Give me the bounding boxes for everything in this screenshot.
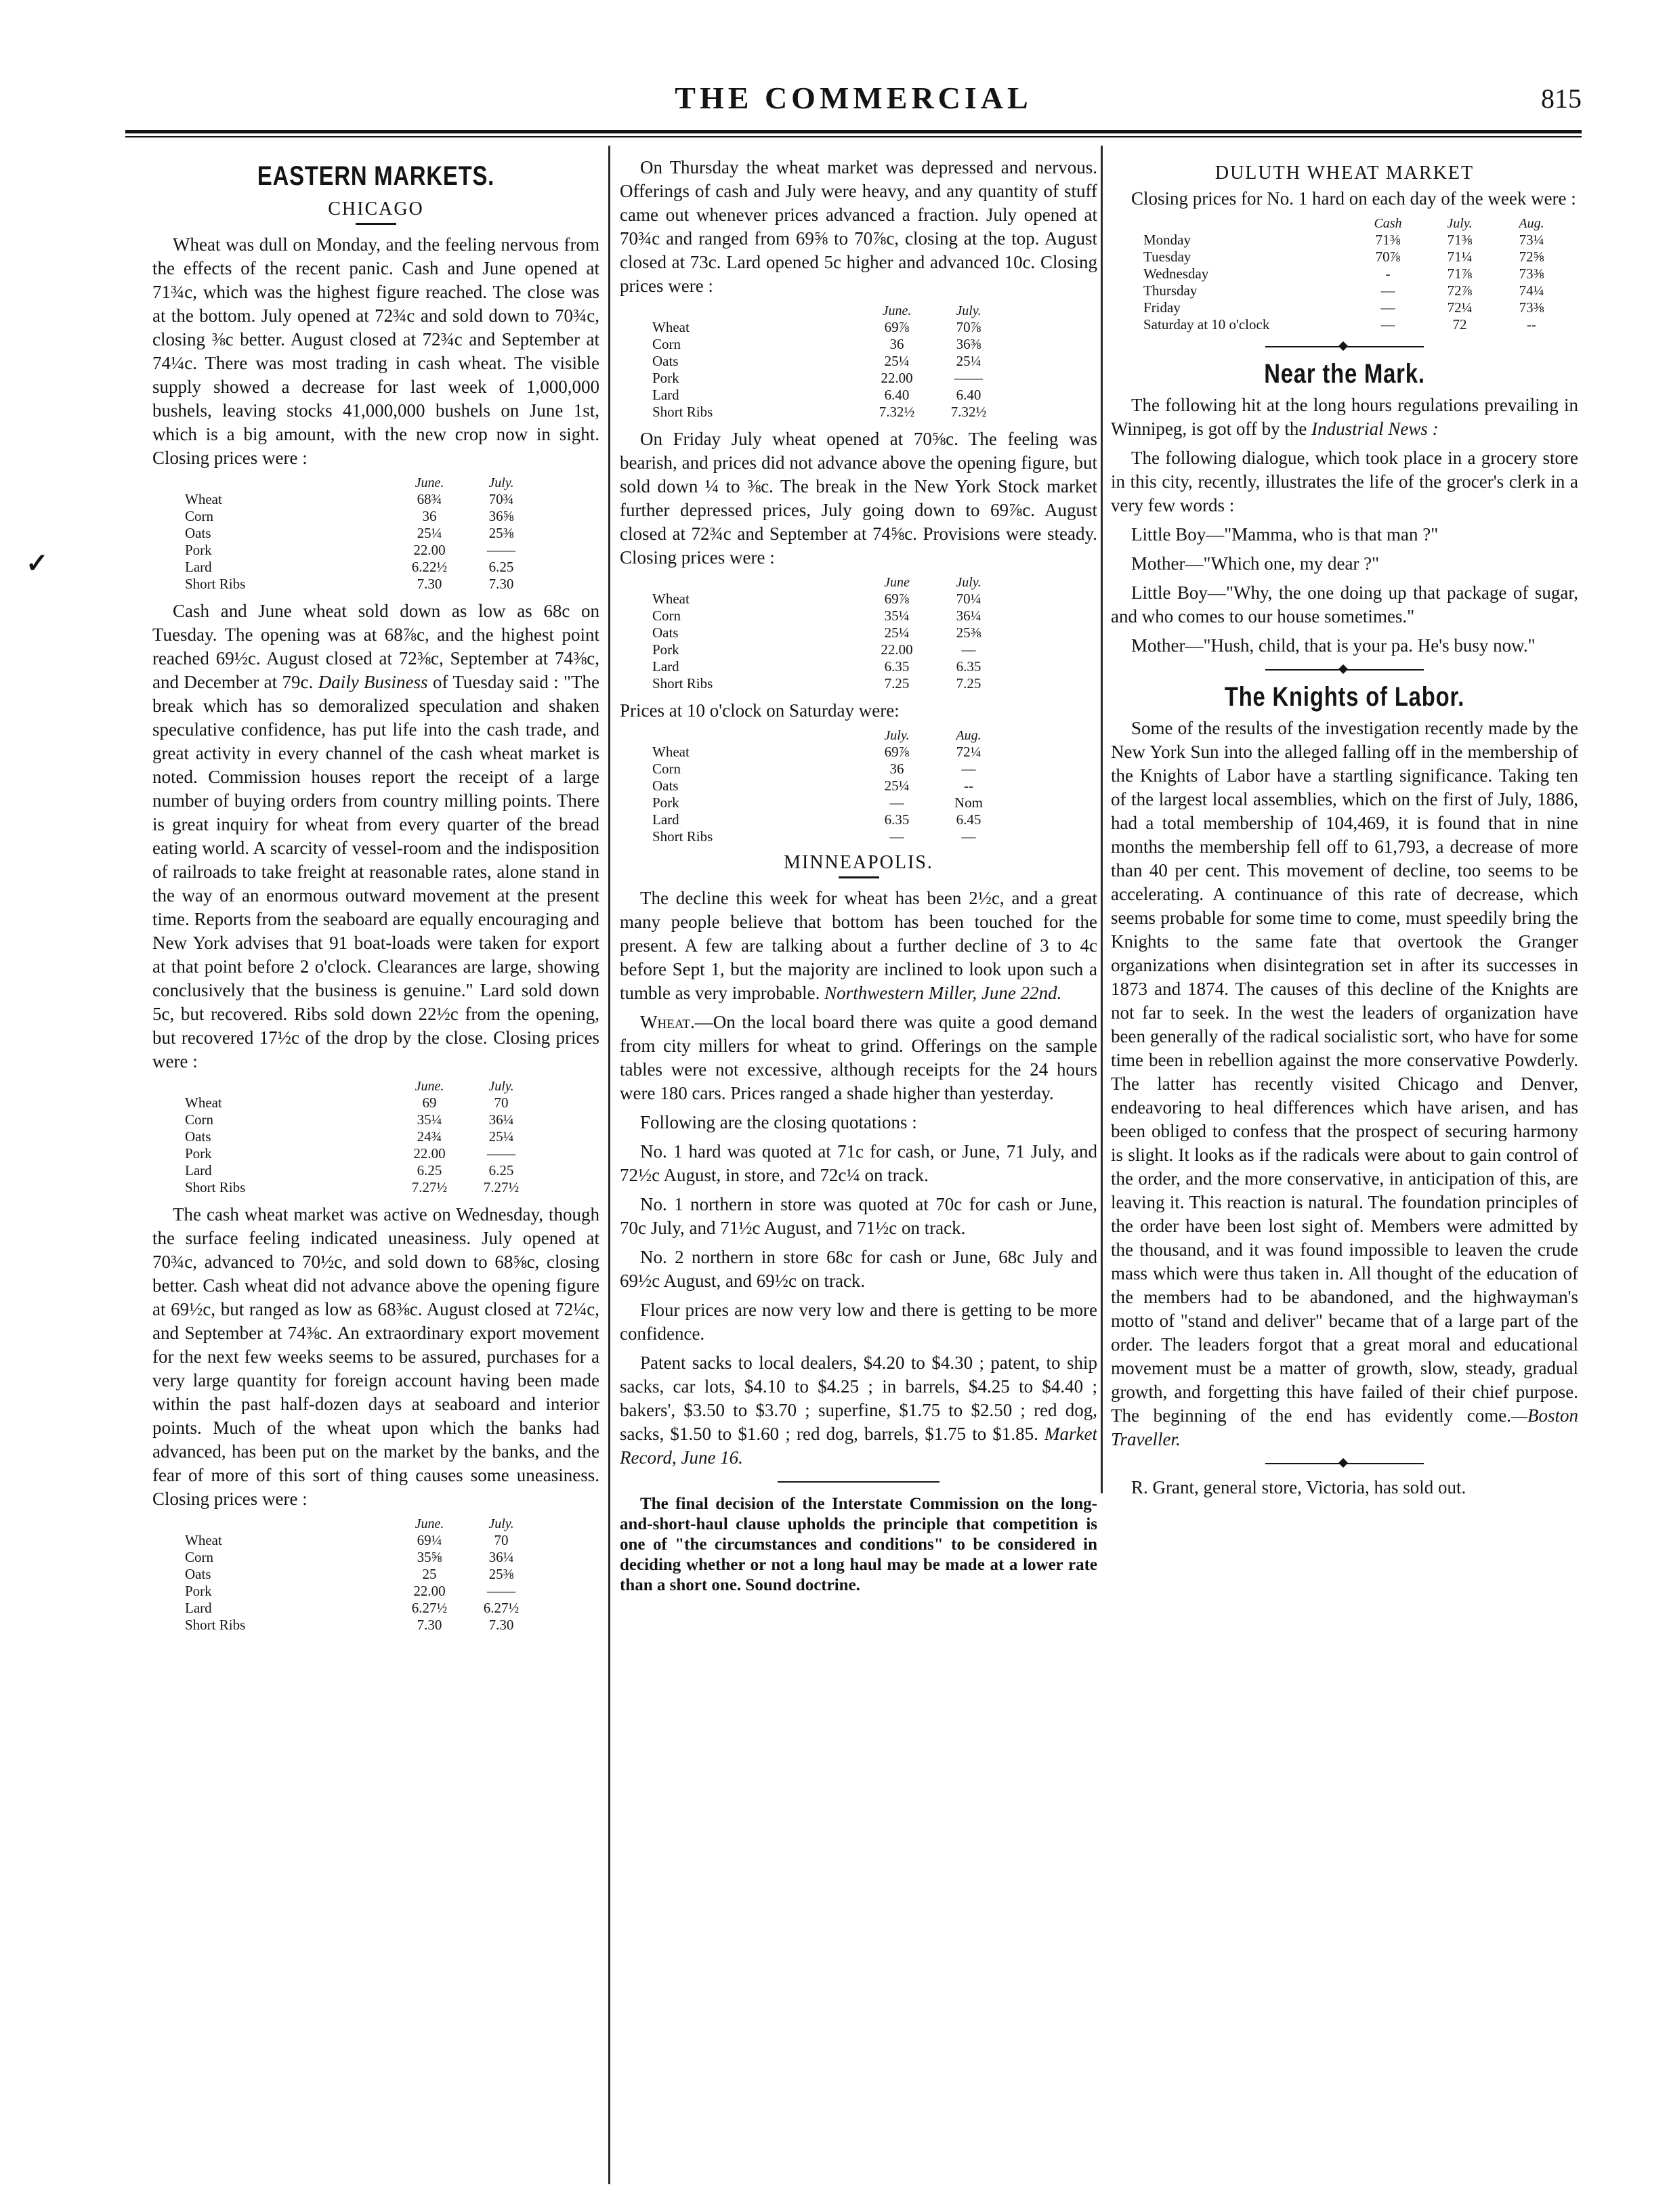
saturday-prices-table: [647, 728, 1005, 845]
commodity-cell: Short Ribs: [652, 675, 713, 692]
table-row: [179, 542, 537, 559]
price-cell: 25¼: [884, 624, 910, 641]
table-row: [1138, 232, 1567, 249]
column-header: [179, 1079, 394, 1094]
table-row: [179, 508, 537, 525]
commodity-cell: Pork: [652, 794, 679, 811]
price-cell: 25¼: [488, 1128, 514, 1145]
price-cell: 36¼: [956, 608, 981, 624]
price-cell: 25¼: [884, 353, 910, 369]
price-cell: 6.27½: [483, 1600, 520, 1616]
price-cell: 70⅞: [956, 319, 981, 335]
price-cell: 7.30: [488, 576, 514, 592]
column-header: [647, 728, 861, 744]
minneapolis-para-1: [620, 887, 1097, 1005]
chicago-prices-table-3: [179, 1516, 537, 1634]
column-header: June.: [415, 1516, 444, 1531]
price-cell: 6.25: [417, 1162, 442, 1178]
commodity-cell: Wheat: [652, 744, 690, 760]
minneapolis-para-7: Flour prices are now very low and there is getting to be more confidence.: [620, 1300, 1097, 1344]
price-cell: —: [961, 641, 976, 658]
price-cell: 69⅞: [884, 319, 910, 335]
commodity-cell: Pork: [652, 641, 679, 658]
column-header: [647, 575, 861, 591]
thursday-para: On Thursday the wheat market was depressed and nervous. Offerings of cash and July were heavy, and any quantity of stuff came out whenever prices advanced a fraction. July opened at 70¾c and ranged from 69⅝ to 70⅞c, closing at the top. August closed at 73c. Lard opened 5c higher and advanced 10c. Closing prices were :: [620, 157, 1097, 296]
column-header: July.: [488, 1516, 514, 1531]
price-cell: 36: [889, 336, 904, 352]
column-header: July.: [956, 303, 981, 318]
column-header: June: [884, 575, 910, 590]
minneapolis-para-8: [620, 1351, 1097, 1470]
price-cell: 7.30: [417, 1617, 442, 1633]
table-row: [647, 387, 1005, 404]
commodity-cell: Corn: [652, 761, 681, 777]
commodity-cell: Lard: [185, 1600, 212, 1616]
minneapolis-heading: MINNEAPOLIS.: [784, 852, 933, 873]
commodity-cell: Friday: [1143, 299, 1181, 316]
column-header: [179, 1516, 394, 1532]
price-cell: 25¼: [956, 353, 981, 369]
column-header: July.: [956, 575, 981, 590]
column-header: [179, 475, 394, 491]
price-cell: 69⅞: [884, 591, 910, 607]
price-cell: 6.22½: [411, 559, 448, 575]
interstate-note: The final decision of the Interstate Commission on the long-and-short-haul clause upholds the principle that competition is one of "the circumstances and conditions" to be considered in deciding whether or not a long haul may be made at a lower rate than a short one. Sound doctrine.: [620, 1495, 1097, 1594]
table-row: [179, 1179, 537, 1196]
table-row: [647, 744, 1005, 761]
price-cell: —: [961, 761, 976, 777]
minneapolis-para-6: No. 2 northern in store 68c for cash or June, 68c July and 69½c August, and 69½c on track.: [620, 1247, 1097, 1291]
commodity-cell: Lard: [185, 1162, 212, 1178]
price-cell: ——: [487, 542, 515, 558]
price-cell: 71⅞: [1447, 265, 1473, 282]
column-header: [1138, 216, 1352, 232]
closing-note: R. Grant, general store, Victoria, has sold out.: [1131, 1477, 1466, 1497]
price-cell: 68¾: [417, 491, 442, 507]
price-cell: 24¾: [417, 1128, 442, 1145]
table-row: [179, 1600, 537, 1617]
column-2: [620, 156, 1097, 2188]
price-cell: 72¼: [956, 744, 981, 760]
commodity-cell: Short Ribs: [185, 1179, 246, 1195]
knights-para-text: Some of the results of the investigation recently made by the New York Sun into the alleged falling off in the membership of the Knights of Labor have a startling significance. Taking ten of the largest local assemblies, which on the first of July, 1886, had a total membership of 104,469, it is found that in nine months the membership fell off to 61,793, a decrease of more than 40 per cent. This movement of decline, too seems to be accelerating. A continuance of this rate of decrease, which seems probable for some time to come, must speedily bring the Knights to the same fate that overtook the Granger organizations when disintegration set in after its successes in 1873 and 1874. The causes of this decline of the Knights are not far to seek. In the west the leaders of organization have been generally of the radical socialistic sort, who have for some time been in rebellion against the more conservative Powderly. The latter has recently visited Chicago and Denver, endeavoring to heal differences which have arisen, and has been obliged to confess that the prospect of securing harmony is slight. It looks as if the radicals were about to gain control of the order, and the more conservative, in anticipation of this, are leaving it. This reaction is natural. The foundation principles of the order have been lost sight of. Members were admitted by the thousand, and it was found impossible to leaven the crude mass which were thus taken in. All thought of the education of the members had to be abandoned, and the highwayman's motto of "stand and deliver" became that of a large part of the order. The leaders forgot that a great moral and educational movement must be a matter of growth, slow, steady, gradual growth, and forgetting this have failed of their chief purpose. The beginning of the end has evidently come.: [1111, 718, 1578, 1426]
table-header-row: [1138, 216, 1567, 232]
commodity-cell: Corn: [185, 1111, 213, 1128]
price-cell: 73⅜: [1519, 265, 1544, 282]
price-cell: 6.45: [956, 811, 981, 828]
price-cell: 6.25: [488, 559, 514, 575]
price-cell: 25: [422, 1566, 437, 1582]
price-cell: 69⅞: [884, 744, 910, 760]
price-cell: 71¼: [1447, 249, 1473, 265]
commodity-cell: Short Ribs: [652, 404, 713, 420]
price-cell: 70: [494, 1094, 509, 1111]
table-row: [179, 1549, 537, 1566]
column-1: [152, 156, 599, 2188]
thursday-prices-table: [647, 303, 1005, 421]
commodity-cell: Thursday: [1143, 282, 1198, 299]
price-cell: -: [1385, 265, 1391, 282]
friday-prices-table: [647, 575, 1005, 692]
column-header: June.: [882, 303, 912, 318]
commodity-cell: Lard: [652, 658, 679, 675]
table-row: [179, 525, 537, 542]
minneapolis-para-1-text: The decline this week for wheat has been 2½c, and a great many people believe that bottom has been touched for the present. A few are talking about a further decline of 3 to 4c before Sept 1, but the majority are inclined to look upon such a tumble as very improbable.: [620, 888, 1097, 1003]
commodity-cell: Oats: [652, 353, 679, 369]
column-3: [1111, 156, 1578, 2188]
table-row: [647, 624, 1005, 641]
table-header-row: [179, 475, 537, 491]
price-cell: Nom: [954, 794, 983, 811]
table-row: [179, 1145, 537, 1162]
knights-para: [1111, 717, 1578, 1451]
price-cell: 73⅜: [1519, 299, 1544, 316]
table-header-row: [179, 1079, 537, 1094]
minneapolis-para-4: No. 1 hard was quoted at 71c for cash, or June, 71 July, and 72½c August, in store, and 72c¼ on track.: [620, 1141, 1097, 1185]
minneapolis-para-3: Following are the closing quotations :: [640, 1112, 917, 1132]
column-header: Cash: [1374, 216, 1402, 231]
table-row: [179, 1162, 537, 1179]
minneapolis-para-5: No. 1 northern in store was quoted at 70c for cash or June, 70c July, and 71½c August, and 71½c on track.: [620, 1194, 1097, 1238]
chicago-para-2-rest: of Tuesday said : "The break which has so demoralized speculation and shaken speculative confidence, has put life into the cash trade, and great activity in every channel of the cash wheat market is noted. Commission houses report the receipt of a large number of buying orders from country milling points. There is great inquiry for wheat from every quarter of the bread eating world. A scarcity of vessel-room and the indisposition of railroads to take freight at reasonable rates, alone stand in the way of an enormous outward movement at the present time. Reports from the seaboard are equally encouraging and New York advises that 91 boat-loads were taken for export at that point before 2 o'clock. Clearances are large, showing conclusively that the business is genuine." Lard sold down 5c, but recovered. Ribs sold down 22½c from the opening, but recovered 17½c of the drop by the close. Closing prices were :: [152, 672, 599, 1071]
price-cell: ——: [954, 370, 983, 386]
short-rule: [839, 876, 879, 878]
price-cell: 73¼: [1519, 232, 1544, 248]
table-header-row: [647, 575, 1005, 591]
chicago-heading: CHICAGO: [328, 198, 424, 219]
commodity-cell: Short Ribs: [185, 1617, 246, 1633]
table-row: [647, 641, 1005, 658]
price-cell: 70¾: [488, 491, 514, 507]
source-citation: Industrial News :: [1311, 419, 1439, 439]
table-row: [1138, 265, 1567, 282]
masthead: [125, 80, 1582, 127]
chicago-para-3: The cash wheat market was active on Wednesday, though the surface feeling indicated uneasiness. July opened at 70¾c, advanced to 70½c, and sold down to 68⅝c, closing better. Cash wheat did not advance above the opening figure at 69½c, but ranged as low as 68⅜c. August closed at 72¼c, and September at 74⅜c. An extraordinary export movement for the next few weeks seems to be assured, purchases for a very large quantity for foreign account having been made within the past half-dozen days at seaboard and interior points. Much of the wheat upon which the banks had advanced, has been put on the market by the banks, and the fear of more of this sort of thing causes some uneasiness. Closing prices were :: [152, 1204, 599, 1509]
price-cell: 25⅜: [488, 525, 514, 541]
duluth-heading: DULUTH WHEAT MARKET: [1214, 163, 1475, 184]
friday-para: On Friday July wheat opened at 70⅝c. The feeling was bearish, and prices did not advance above the opening figure, but sold down ¼ to ⅜c. The break in the New York Stock market further depressed prices, July going down to 69⅞c. August closed at 72¾c and September at 74⅝c. Provisions were steady. Closing prices were :: [620, 429, 1097, 568]
price-cell: 6.35: [884, 811, 910, 828]
table-header-row: [647, 303, 1005, 319]
table-row: [647, 778, 1005, 794]
commodity-cell: Oats: [185, 1128, 211, 1145]
price-cell: 70: [494, 1532, 509, 1548]
price-cell: 7.30: [417, 576, 442, 592]
table-row: [1138, 316, 1567, 333]
price-cell: —: [1380, 299, 1395, 316]
minneapolis-para-2: [620, 1011, 1097, 1105]
table-row: [179, 576, 537, 593]
table-row: [647, 591, 1005, 608]
price-cell: —: [1380, 282, 1395, 299]
price-cell: 72: [1452, 316, 1467, 333]
price-cell: 7.32½: [950, 404, 987, 420]
price-cell: —: [961, 828, 976, 845]
table-row: [647, 794, 1005, 811]
table-row: [647, 404, 1005, 421]
table-row: [179, 559, 537, 576]
margin-check-mark: ✓: [26, 548, 49, 578]
price-cell: 36¼: [488, 1111, 514, 1128]
commodity-cell: Short Ribs: [185, 576, 246, 592]
minneapolis-para-2-text: —On the local board there was quite a good demand from city millers for wheat to grind. Offerings on the sample tables were not excessive, although receipts for the 24 hours were 180 cars. Prices ranged a shade higher than yesterday.: [620, 1012, 1097, 1103]
column-header: Aug.: [956, 728, 981, 743]
price-cell: 7.25: [956, 675, 981, 692]
chicago-para-2-text: Cash and June wheat sold down as low as 68c on Tuesday. The opening was at 68⅞c, and the highest point reached 69½c. August closed at 72⅜c, September at 74⅜c, and December at 79c.: [152, 601, 599, 692]
price-cell: 36⅜: [956, 336, 981, 352]
price-cell: 69: [422, 1094, 437, 1111]
commodity-cell: Corn: [652, 336, 681, 352]
price-cell: 7.27½: [411, 1179, 448, 1195]
table-header-row: [647, 728, 1005, 744]
price-cell: 7.25: [884, 675, 910, 692]
commodity-cell: Lard: [652, 811, 679, 828]
newspaper-title: THE COMMERCIAL: [675, 81, 1032, 115]
commodity-cell: Wheat: [185, 1532, 222, 1548]
commodity-cell: Saturday at 10 o'clock: [1143, 316, 1270, 333]
commodity-cell: Oats: [185, 1566, 211, 1582]
duluth-prices-table: [1138, 216, 1567, 333]
price-cell: 25¼: [417, 525, 442, 541]
table-row: [1138, 282, 1567, 299]
minneapolis-para-8-text: Patent sacks to local dealers, $4.20 to $4.30 ; patent, to ship sacks, car lots, $4.10 to $4.25 ; in barrels, $4.25 to $4.40 ; bakers', $3.50 to $3.70 ; superfine, $1.75 to $2.50 ; red dog, sacks, $1.50 to $1.60 ; red dog, barrels, $1.75 to $1.85.: [620, 1353, 1097, 1444]
commodity-cell: Pork: [185, 542, 212, 558]
near-mark-heading: Near the Mark.: [1264, 359, 1425, 389]
ornament-divider: [1111, 1457, 1578, 1470]
price-cell: 7.27½: [483, 1179, 520, 1195]
table-row: [647, 319, 1005, 336]
price-cell: ——: [487, 1145, 515, 1162]
price-cell: --: [964, 778, 973, 794]
chicago-prices-table-2: [179, 1079, 537, 1196]
table-row: [647, 353, 1005, 370]
price-cell: 74¼: [1519, 282, 1544, 299]
masthead-rule-thin: [125, 136, 1582, 137]
price-cell: ——: [487, 1583, 515, 1599]
table-row: [179, 1128, 537, 1145]
price-cell: 71⅜: [1375, 232, 1401, 248]
price-cell: 72¼: [1447, 299, 1473, 316]
dialogue-line-1: Little Boy—"Mamma, who is that man ?": [1131, 524, 1439, 545]
price-cell: 35¼: [884, 608, 910, 624]
short-rule: [356, 223, 396, 225]
dialogue-line-4: Mother—"Hush, child, that is your pa. He's busy now.": [1131, 635, 1536, 656]
price-cell: 22.00: [413, 1583, 446, 1599]
price-cell: 7.30: [488, 1617, 514, 1633]
commodity-cell: Lard: [185, 559, 212, 575]
ornament-divider: [1111, 663, 1578, 677]
near-mark-intro: [1111, 394, 1578, 441]
table-row: [179, 1532, 537, 1549]
table-row: [647, 658, 1005, 675]
price-cell: 6.35: [884, 658, 910, 675]
section-rule: [620, 1475, 1097, 1489]
commodity-cell: Corn: [652, 608, 681, 624]
table-header-row: [179, 1516, 537, 1532]
commodity-cell: Wheat: [185, 491, 222, 507]
source-citation: Daily Business: [318, 672, 428, 692]
price-cell: 25¼: [884, 778, 910, 794]
commodity-cell: Wednesday: [1143, 265, 1209, 282]
duluth-intro: Closing prices for No. 1 hard on each day of the week were :: [1131, 188, 1576, 209]
table-row: [179, 1617, 537, 1634]
chicago-prices-table-1: [179, 475, 537, 593]
price-cell: 25⅜: [956, 624, 981, 641]
saturday-para: Prices at 10 o'clock on Saturday were:: [620, 700, 900, 721]
price-cell: —: [1380, 316, 1395, 333]
column-header: June.: [415, 1079, 444, 1094]
commodity-cell: Oats: [652, 778, 679, 794]
wheat-lead: Wheat.: [640, 1012, 695, 1032]
price-cell: 22.00: [413, 542, 446, 558]
column-header: July.: [884, 728, 910, 743]
source-citation: Northwestern Miller, June 22nd.: [824, 983, 1062, 1003]
price-cell: 35⅝: [417, 1549, 442, 1565]
price-cell: 36¼: [488, 1549, 514, 1565]
table-row: [179, 1094, 537, 1111]
table-row: [1138, 249, 1567, 265]
price-cell: 7.32½: [879, 404, 915, 420]
column-header: July.: [488, 1079, 514, 1094]
commodity-cell: Wheat: [185, 1094, 222, 1111]
price-cell: 72⅝: [1519, 249, 1544, 265]
commodity-cell: Tuesday: [1143, 249, 1191, 265]
table-row: [647, 675, 1005, 692]
table-row: [647, 370, 1005, 387]
commodity-cell: Oats: [652, 624, 679, 641]
price-cell: 22.00: [413, 1145, 446, 1162]
price-cell: 25⅜: [488, 1566, 514, 1582]
price-cell: 6.40: [884, 387, 910, 403]
commodity-cell: Lard: [652, 387, 679, 403]
near-mark-intro-text: The following hit at the long hours regulations prevailing in Winnipeg, is got off by the: [1111, 395, 1578, 439]
table-row: [179, 1566, 537, 1583]
price-cell: 22.00: [881, 641, 913, 658]
commodity-cell: Pork: [185, 1145, 212, 1162]
dialogue-line-2: Mother—"Which one, my dear ?": [1131, 553, 1380, 574]
commodity-cell: Wheat: [652, 591, 690, 607]
price-cell: 69¼: [417, 1532, 442, 1548]
commodity-cell: Short Ribs: [652, 828, 713, 845]
column-header: July.: [1447, 216, 1473, 231]
table-row: [647, 336, 1005, 353]
price-cell: 36⅝: [488, 508, 514, 524]
commodity-cell: Wheat: [652, 319, 690, 335]
table-row: [647, 828, 1005, 845]
commodity-cell: Pork: [652, 370, 679, 386]
table-row: [647, 761, 1005, 778]
price-cell: 72⅞: [1447, 282, 1473, 299]
column-header: [647, 303, 861, 319]
column-header: July.: [488, 475, 514, 490]
chicago-para-2: [152, 599, 599, 1073]
price-cell: —: [889, 794, 904, 811]
table-row: [179, 491, 537, 508]
commodity-cell: Oats: [185, 525, 211, 541]
price-cell: 36: [889, 761, 904, 777]
table-row: [647, 608, 1005, 624]
table-row: [1138, 299, 1567, 316]
price-cell: 71⅜: [1447, 232, 1473, 248]
price-cell: 6.40: [956, 387, 981, 403]
price-cell: 36: [422, 508, 437, 524]
dialogue-line-3: Little Boy—"Why, the one doing up that package of sugar, and who comes to our house sometimes.": [1111, 582, 1578, 626]
page-number: 815: [1541, 83, 1582, 114]
knights-heading: The Knights of Labor.: [1224, 682, 1465, 712]
price-cell: 22.00: [881, 370, 913, 386]
chicago-para-1: Wheat was dull on Monday, and the feeling nervous from the effects of the recent panic. Cash and June opened at 71¾c, which was the highest figure reached. The close was at the bottom. July opened at 72¾c and sold down to 70¾c, closing ⅜c better. August closed at 72¾c and September at 74¼c. There was most trading in cash wheat. The visible supply showed a decrease for last week of 1,000,000 bushels, leaving stocks 41,000,000 bushels on June 1st, which is a big amount, with the new crop now in sight. Closing prices were :: [152, 234, 599, 468]
masthead-rule-thick: [125, 130, 1582, 133]
ornament-divider: [1111, 340, 1578, 354]
price-cell: 6.27½: [411, 1600, 448, 1616]
commodity-cell: Pork: [185, 1583, 212, 1599]
commodity-cell: Corn: [185, 508, 213, 524]
price-cell: --: [1527, 316, 1536, 333]
commodity-cell: Corn: [185, 1549, 213, 1565]
column-header: Aug.: [1519, 216, 1544, 231]
price-cell: 35¼: [417, 1111, 442, 1128]
price-cell: 6.25: [488, 1162, 514, 1178]
price-cell: 70¼: [956, 591, 981, 607]
table-row: [179, 1111, 537, 1128]
price-cell: 6.35: [956, 658, 981, 675]
table-row: [179, 1583, 537, 1600]
near-mark-para-2: The following dialogue, which took place in a grocery store in this city, recently, illustrates the life of the grocer's clerk in a very few words :: [1111, 448, 1578, 515]
price-cell: 70⅞: [1375, 249, 1401, 265]
column-divider-right: [1101, 146, 1103, 1493]
table-row: [647, 811, 1005, 828]
eastern-markets-heading: EASTERN MARKETS.: [257, 161, 495, 191]
column-divider-left: [608, 146, 610, 2184]
source-citation: Market Record, June 16.: [620, 1424, 1097, 1468]
price-cell: —: [889, 828, 904, 845]
commodity-cell: Monday: [1143, 232, 1191, 248]
source-citation: —Boston Traveller.: [1111, 1405, 1578, 1449]
column-header: June.: [415, 475, 444, 490]
